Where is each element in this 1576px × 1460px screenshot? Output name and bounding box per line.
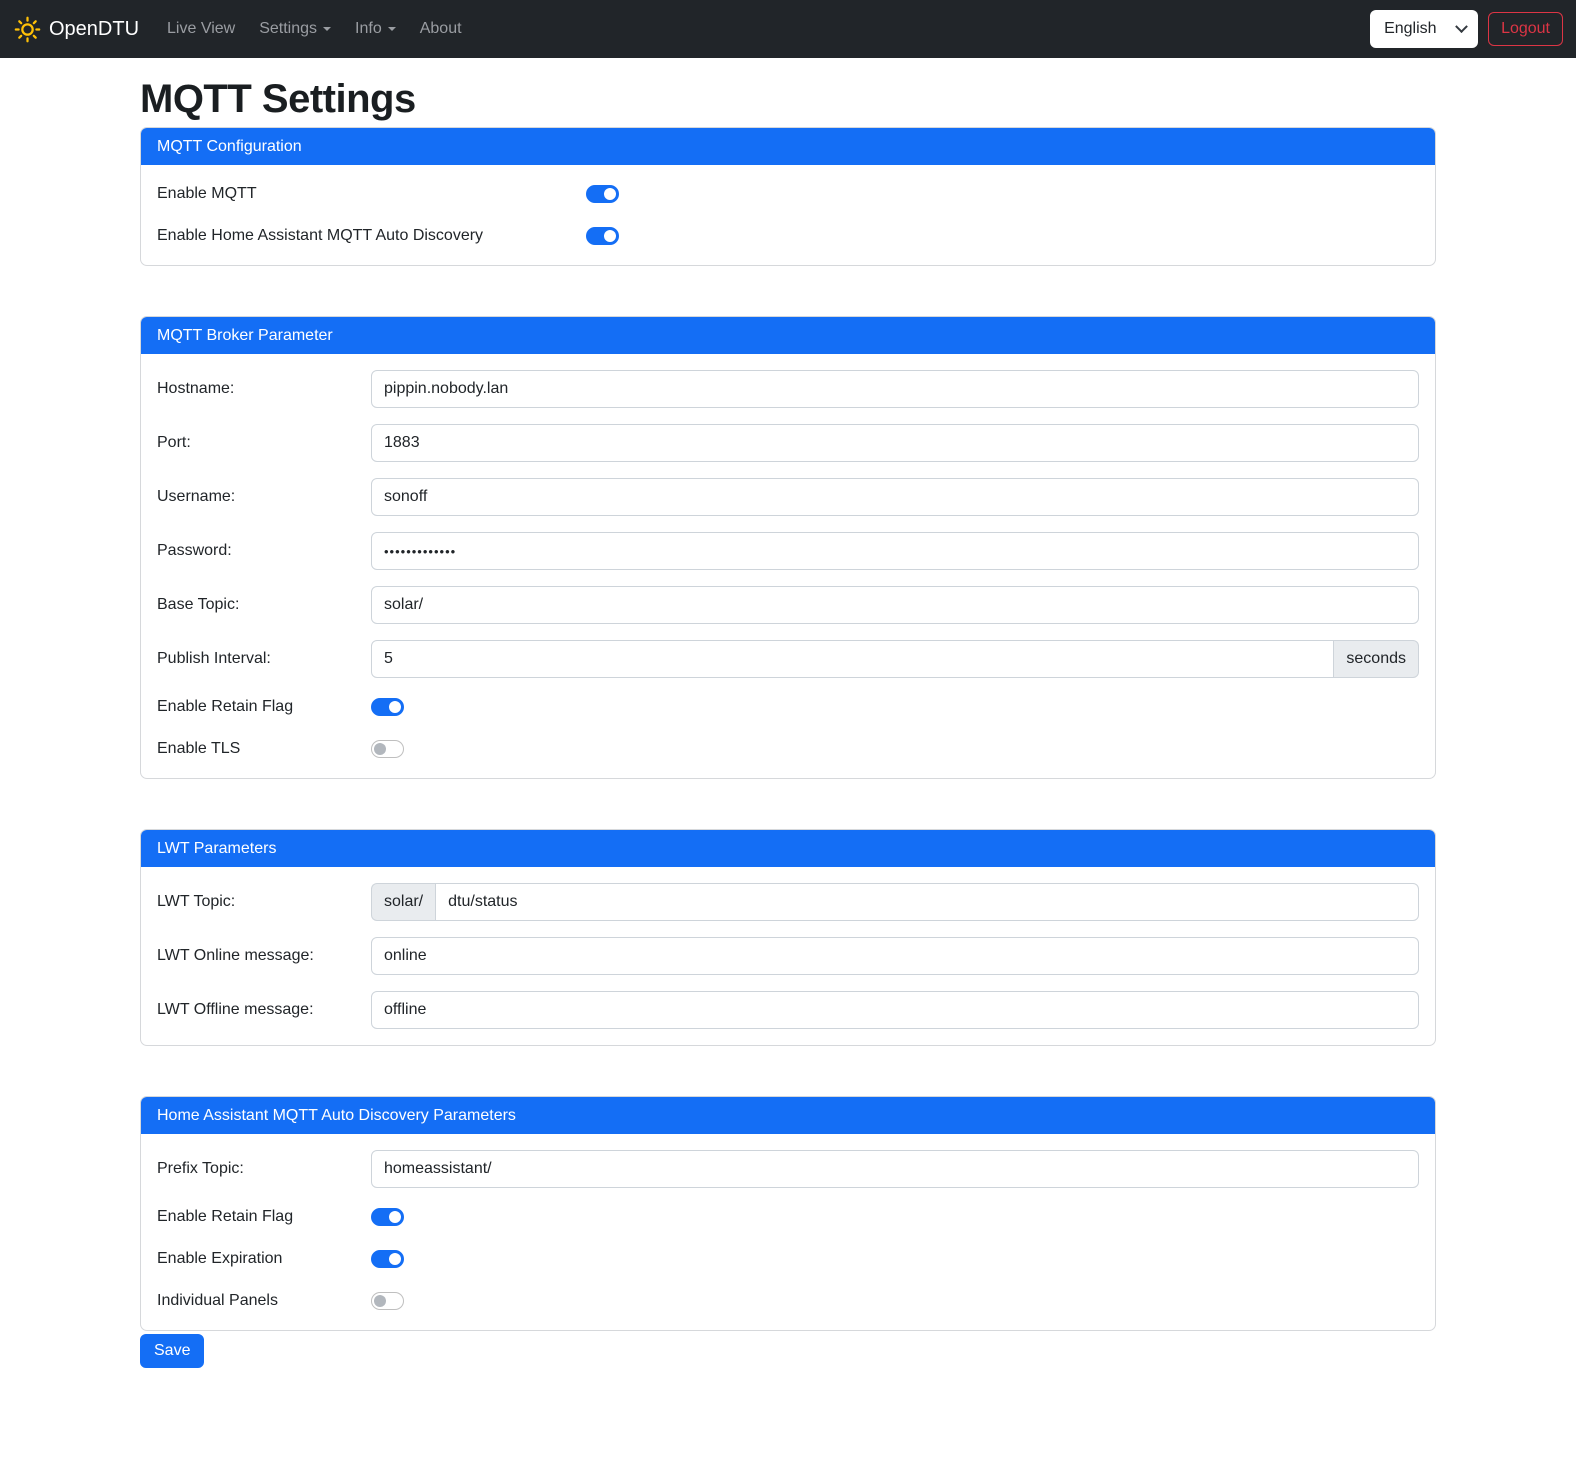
hass-parameters-card xyxy=(140,1096,1436,1331)
port-label: Port: xyxy=(157,434,191,451)
prefix-topic-row xyxy=(157,1150,1419,1188)
individual-panels-label: Individual Panels xyxy=(157,1292,278,1309)
lwt-offline-input[interactable] xyxy=(371,991,1419,1029)
lwt-online-input[interactable] xyxy=(371,937,1419,975)
nav-item-info[interactable] xyxy=(347,12,404,46)
hostname-label: Hostname: xyxy=(157,380,235,397)
enable-tls-toggle[interactable] xyxy=(371,740,404,758)
base-topic-input[interactable] xyxy=(371,586,1419,624)
prefix-topic-label: Prefix Topic: xyxy=(157,1160,244,1177)
hass-retain-label: Enable Retain Flag xyxy=(157,1208,294,1225)
broker-retain-label: Enable Retain Flag xyxy=(157,698,294,715)
port-row xyxy=(157,424,1419,462)
enable-expiration-row xyxy=(157,1246,1419,1272)
nav-item-live-view-label: Live View xyxy=(167,20,236,37)
chevron-down-icon xyxy=(1455,20,1468,33)
main-container xyxy=(140,77,1436,1390)
enable-tls-row xyxy=(157,736,1419,762)
lwt-offline-row xyxy=(157,991,1419,1029)
hass-retain-row xyxy=(157,1204,1419,1230)
enable-mqtt-row xyxy=(157,181,1419,207)
page-title: MQTT Settings xyxy=(140,77,416,121)
enable-expiration-label: Enable Expiration xyxy=(157,1250,283,1267)
enable-tls-label: Enable TLS xyxy=(157,740,241,757)
brand[interactable] xyxy=(14,16,139,43)
username-input[interactable] xyxy=(371,478,1419,516)
brand-label: OpenDTU xyxy=(49,17,140,40)
lwt-topic-prefix: solar/ xyxy=(371,883,435,921)
lwt-parameters-card xyxy=(140,829,1436,1046)
nav-item-info-label: Info xyxy=(355,20,382,37)
enable-mqtt-label: Enable MQTT xyxy=(157,185,257,202)
enable-hass-discovery-row xyxy=(157,223,1419,249)
lwt-offline-label: LWT Offline message: xyxy=(157,1001,314,1018)
nav-item-settings[interactable] xyxy=(251,12,339,46)
publish-interval-label: Publish Interval: xyxy=(157,650,271,667)
individual-panels-row xyxy=(157,1288,1419,1314)
publish-interval-row xyxy=(157,640,1419,678)
password-input[interactable] xyxy=(371,532,1419,570)
caret-down-icon xyxy=(323,27,331,31)
enable-expiration-toggle[interactable] xyxy=(371,1250,404,1268)
lwt-parameters-header: LWT Parameters xyxy=(141,830,1435,867)
individual-panels-toggle[interactable] xyxy=(371,1292,404,1310)
username-label: Username: xyxy=(157,488,236,505)
password-label: Password: xyxy=(157,542,232,559)
lwt-topic-input[interactable] xyxy=(435,883,1419,921)
publish-interval-input[interactable] xyxy=(371,640,1334,678)
nav-item-about[interactable] xyxy=(412,12,470,46)
hass-parameters-header: Home Assistant MQTT Auto Discovery Parameters xyxy=(141,1097,1435,1134)
base-topic-row xyxy=(157,586,1419,624)
lwt-online-row xyxy=(157,937,1419,975)
broker-retain-row xyxy=(157,694,1419,720)
save-button[interactable]: Save xyxy=(140,1334,204,1368)
broker-parameter-header: MQTT Broker Parameter xyxy=(141,317,1435,354)
nav-item-about-label: About xyxy=(419,20,462,37)
language-select[interactable] xyxy=(1370,10,1478,48)
publish-interval-unit: seconds xyxy=(1334,640,1419,678)
nav-links xyxy=(159,12,478,46)
enable-hass-discovery-label: Enable Home Assistant MQTT Auto Discovery xyxy=(157,227,484,244)
mqtt-configuration-card xyxy=(140,127,1436,266)
hostname-input[interactable] xyxy=(371,370,1419,408)
hostname-row xyxy=(157,370,1419,408)
lwt-topic-label: LWT Topic: xyxy=(157,893,236,910)
username-row xyxy=(157,478,1419,516)
hass-retain-toggle[interactable] xyxy=(371,1208,404,1226)
nav-item-live-view[interactable] xyxy=(159,12,243,46)
nav-item-settings-label: Settings xyxy=(259,20,318,37)
language-select-value: English xyxy=(1384,20,1437,37)
password-row xyxy=(157,532,1419,570)
lwt-topic-row xyxy=(157,883,1419,921)
top-navbar xyxy=(0,0,1576,58)
enable-hass-discovery-toggle[interactable] xyxy=(586,227,619,245)
sun-icon xyxy=(14,16,41,43)
port-input[interactable] xyxy=(371,424,1419,462)
broker-parameter-card xyxy=(140,316,1436,779)
base-topic-label: Base Topic: xyxy=(157,596,240,613)
broker-retain-toggle[interactable] xyxy=(371,698,404,716)
lwt-online-label: LWT Online message: xyxy=(157,947,314,964)
enable-mqtt-toggle[interactable] xyxy=(586,185,619,203)
logout-button[interactable]: Logout xyxy=(1488,12,1563,46)
mqtt-configuration-header: MQTT Configuration xyxy=(141,128,1435,165)
caret-down-icon xyxy=(388,27,396,31)
prefix-topic-input[interactable] xyxy=(371,1150,1419,1188)
